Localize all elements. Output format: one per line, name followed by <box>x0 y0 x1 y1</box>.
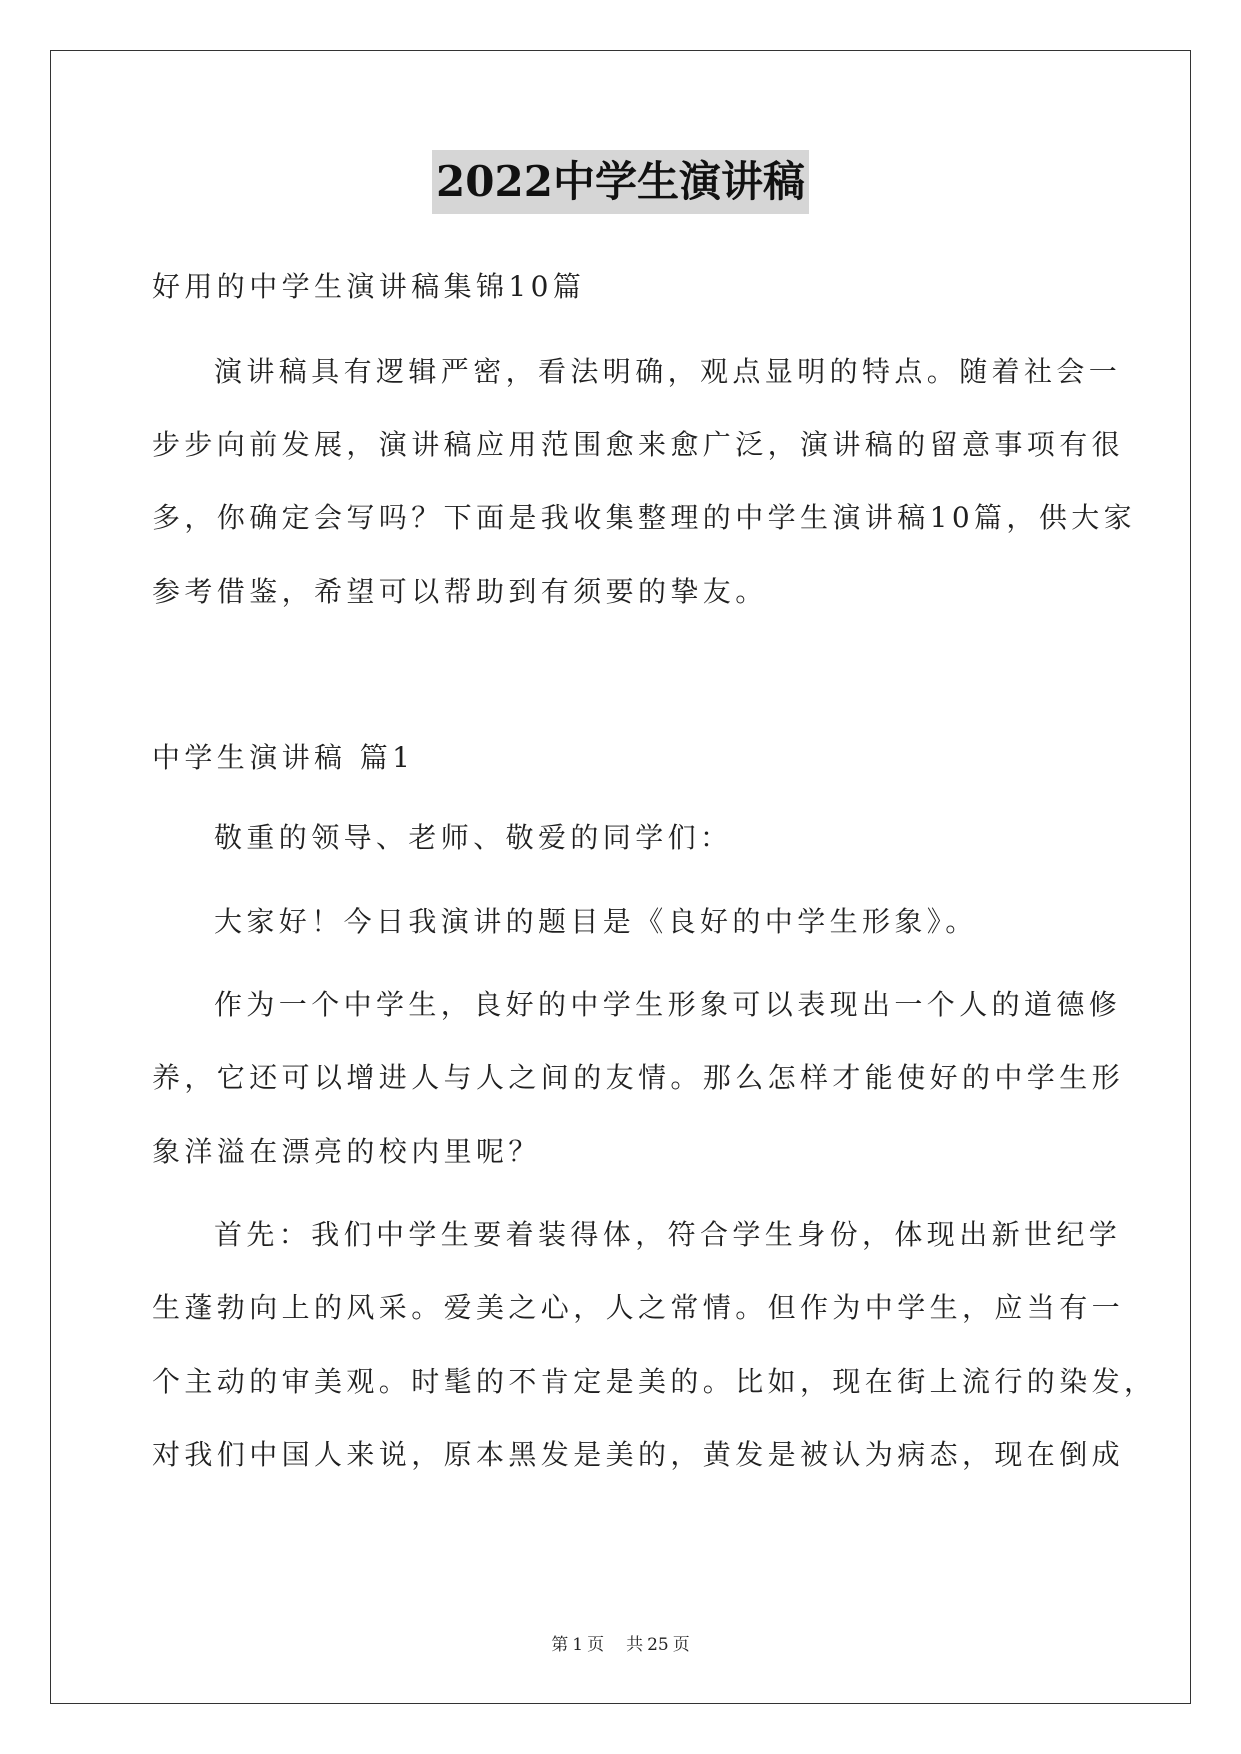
document-subtitle: 好用的中学生演讲稿集锦10篇 <box>152 270 586 303</box>
body-line-7: 生蓬勃向上的风采。爱美之心，人之常情。但作为中学生，应当有一 <box>152 1291 1125 1324</box>
intro-line-3: 多，你确定会写吗？下面是我收集整理的中学生演讲稿10篇，供大家 <box>152 501 1137 534</box>
salutation-line: 敬重的领导、老师、敬爱的同学们： <box>214 821 733 854</box>
page-footer <box>0 1630 1241 1655</box>
body-line-6: 首先：我们中学生要着装得体，符合学生身份，体现出新世纪学 <box>214 1218 1122 1251</box>
title-container <box>0 150 1241 214</box>
body-line-4: 养，它还可以增进人与人之间的友情。那么怎样才能使好的中学生形 <box>152 1061 1125 1094</box>
intro-line-4: 参考借鉴，希望可以帮助到有须要的挚友。 <box>152 575 768 608</box>
intro-line-1: 演讲稿具有逻辑严密，看法明确，观点显明的特点。随着社会一 <box>214 355 1122 388</box>
body-line-9: 对我们中国人来说，原本黑发是美的，黄发是被认为病态，现在倒成 <box>152 1438 1125 1471</box>
body-line-8: 个主动的审美观。时髦的不肯定是美的。比如，现在街上流行的染发， <box>152 1365 1157 1398</box>
total-pages: 25 <box>647 1635 669 1655</box>
greeting-line: 大家好！今日我演讲的题目是《良好的中学生形象》。 <box>214 905 978 938</box>
document-title: 2022中学生演讲稿 <box>432 150 809 214</box>
page-number: 1 <box>572 1635 584 1655</box>
intro-line-2: 步步向前发展，演讲稿应用范围愈来愈广泛，演讲稿的留意事项有很 <box>152 428 1125 461</box>
page-prefix: 第 <box>551 1635 569 1655</box>
body-line-5: 象洋溢在漂亮的校内里呢？ <box>152 1135 541 1168</box>
total-prefix: 共 <box>626 1635 644 1655</box>
total-suffix: 页 <box>672 1635 690 1655</box>
page-suffix: 页 <box>587 1635 605 1655</box>
section-heading: 中学生演讲稿 篇1 <box>152 741 415 774</box>
body-line-3: 作为一个中学生，良好的中学生形象可以表现出一个人的道德修 <box>214 988 1122 1021</box>
